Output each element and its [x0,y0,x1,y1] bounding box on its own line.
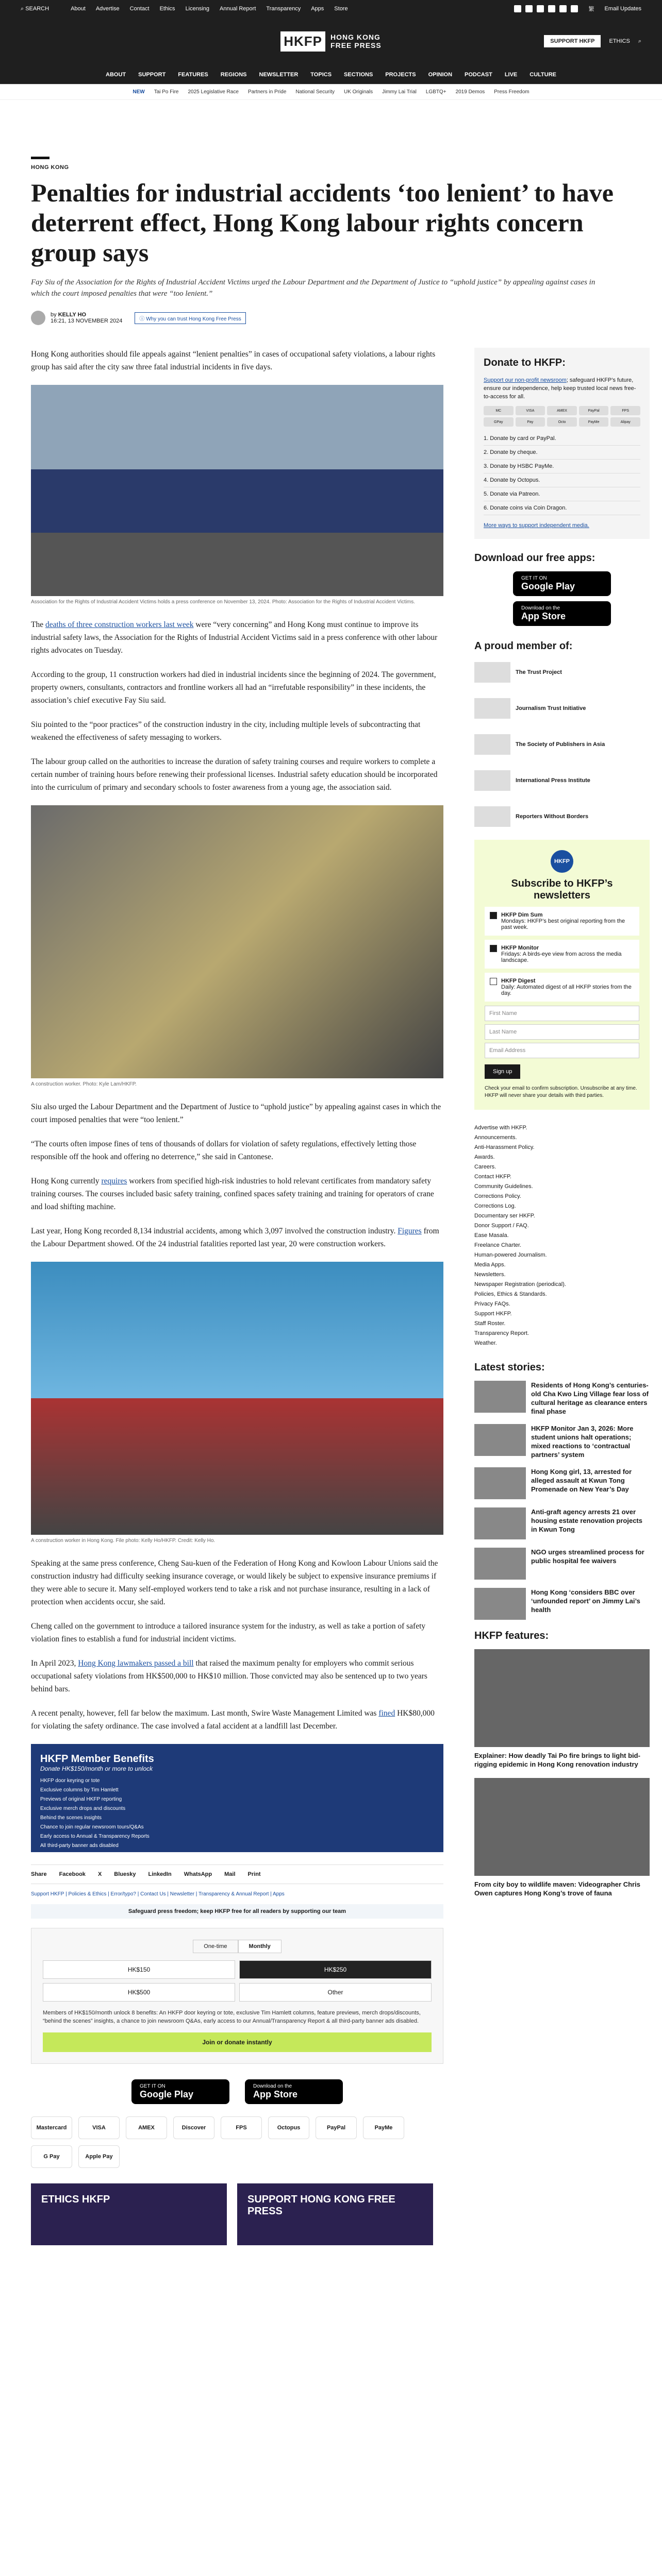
story-thumbnail [474,1507,526,1539]
story-item[interactable]: Hong Kong girl, 13, arrested for alleged assault at Kwun Tong Promenade on New Year’s Day [474,1467,650,1499]
utility-link-store[interactable]: Store [334,6,348,12]
benefits-list [40,1776,154,1851]
story-thumbnail [474,1467,526,1499]
photo-caption: Association for the Rights of Industrial Accident Victims holds a press conference on November 13, 2024. Photo: Association for the Rights of Industrial Accident Victims. [31,599,416,605]
main-nav [0,65,662,84]
inline-link[interactable]: fined [378,1709,395,1718]
ethics-promo[interactable]: ETHICS HKFP [31,2183,227,2245]
pay-icon: VISA [516,406,545,415]
sidebar-payment-icons [484,406,640,427]
frequency-toggle [43,1940,432,1953]
pay-icon: GPay [484,417,514,427]
publish-date: 16:21, 13 NOVEMBER 2024 [51,318,123,324]
donate-option[interactable]: 4. Donate by Octopus. [484,473,640,487]
inline-link[interactable]: deaths of three construction workers last week [45,620,194,629]
ticker-item[interactable]: LGBTQ+ [425,89,446,95]
payment-gpay-icon: G Pay [31,2145,72,2168]
inline-link[interactable]: Hong Kong lawmakers passed a bill [78,1659,194,1668]
logo-line1: HONG KONG [330,33,380,41]
feature-item[interactable]: Explainer: How deadly Tai Po fire brings to light bid-rigging epidemic in Hong Kong renovation industry [474,1649,650,1769]
sidebar [474,348,650,2245]
ipi-logo[interactable]: International Press Institute [474,768,650,793]
payment-mastercard-icon: Mastercard [31,2116,72,2139]
payment-applepay-icon: Apple Pay [78,2145,120,2168]
byline [31,311,631,325]
headline-rule [31,157,49,159]
story-item[interactable]: NGO urges streamlined process for public hospital fee waivers [474,1548,650,1580]
site-link[interactable]: Human-powered Journalism. [474,1252,547,1258]
site-link[interactable]: Corrections Policy. [474,1193,521,1199]
feature-item[interactable]: From city boy to wildlife maven: Videographer Chris Owen captures Hong Kong’s trove of fauna [474,1778,650,1897]
construction-worker-photo [31,805,443,1078]
site-link[interactable]: Support HKFP. [474,1311,512,1317]
payment-discover-icon: Discover [173,2116,214,2139]
benefit-item: Early access to Annual & Transparency Reports [40,1834,150,1839]
paragraph: A recent penalty, however, fell far below the maximum. Last month, Swire Waste Management Limited was fined HK$80,000 for violating the safety ordinance. The case involved a fatal accident at a landfill last December. [31,1709,435,1731]
utility-links [71,6,348,12]
inline-link[interactable]: requires [101,1177,127,1185]
amount-option[interactable]: Other [239,1983,432,2002]
ticker-item[interactable]: Tai Po Fire [154,89,179,95]
pay-icon: MC [484,406,514,415]
payment-visa-icon: VISA [78,2116,120,2139]
ticker-item[interactable]: 2019 Demos [455,89,485,95]
story-thumbnail [474,1588,526,1620]
author-prefix: by [51,312,57,318]
donate-option[interactable]: 5. Donate via Patreon. [484,487,640,501]
checkbox-checked[interactable] [490,945,497,952]
support-hkfp-button[interactable]: SUPPORT HKFP [544,35,601,47]
rsf-logo[interactable]: Reporters Without Borders [474,804,650,829]
site-link[interactable]: Ease Masala. [474,1232,509,1239]
share-x[interactable]: X [97,1871,102,1877]
share-mail[interactable]: Mail [224,1871,236,1877]
author-name[interactable]: KELLY HO [58,312,87,318]
donate-option[interactable]: 2. Donate by cheque. [484,446,640,460]
support-promo[interactable]: SUPPORT HONG KONG FREE PRESS [237,2183,433,2245]
article-footer-links: Support HKFP | Policies & Ethics | Error/typo? | Contact Us | Newsletter | Transparency & Annual Report | Apps [31,1891,285,1897]
instagram-icon[interactable] [537,5,544,12]
email-field[interactable]: Email Address [485,1043,639,1058]
paragraph: Hong Kong currently requires workers from specified high-risk industries to hold relevant certificates from mandatory safety training courses. The courses included basic safety training, confined spaces safety training and training for operators of crane and load shifting machine. [31,1177,434,1211]
story-item[interactable]: Hong Kong ‘considers BBC over ‘unfounded report’ on Jimmy Lai’s health [474,1588,650,1620]
story-item[interactable]: HKFP Monitor Jan 3, 2026: More student unions halt operations; mixed reactions to ‘contractual partners’ system [474,1424,650,1459]
paragraph: Siu pointed to the “poor practices” of the construction industry in the city, including multiple levels of subcontracting that weakened the effectiveness of safety messaging to workers. [31,720,421,742]
article-body [31,348,443,2245]
site-link[interactable]: Staff Roster. [474,1320,506,1327]
payment-amex-icon: AMEX [126,2116,167,2139]
newsletter-logo: HKFP [551,850,573,873]
site-link[interactable]: Newspaper Registration (periodical). [474,1281,566,1287]
features-title: HKFP features: [474,1630,549,1641]
section-label[interactable]: HONG KONG [31,164,69,171]
story-item[interactable]: Residents of Hong Kong’s centuries-old Cha Kwo Ling Village fear loss of cultural heritage as clearance enters final phase [474,1381,650,1416]
amount-option[interactable]: HK$150 [43,1960,235,1979]
language-toggle[interactable]: 繁 [588,6,594,12]
payment-octopus-icon: Octopus [268,2116,309,2139]
sidebar-app-buttons [474,571,650,626]
site-link[interactable]: Weather. [474,1340,497,1346]
donate-option[interactable]: 3. Donate by HSBC PayMe. [484,460,640,473]
payment-paypal-icon: PayPal [316,2116,357,2139]
paragraph: In April 2023, Hong Kong lawmakers passed a bill that raised the maximum penalty for employers who commit serious occupational safety violations from HK$500,000 to HK$10 million. Those convicted may also be sentenced up to two years behind bars. [31,1659,427,1693]
nav-opinion[interactable]: OPINION [428,71,453,78]
site-link[interactable]: Privacy FAQs. [474,1301,510,1307]
member-benefits-banner[interactable] [31,1744,443,1852]
search-icon[interactable]: ⌕ [638,38,641,44]
benefit-item: Previews of original HKFP reporting [40,1797,122,1802]
nav-about[interactable]: ABOUT [106,71,126,78]
newsletter-option[interactable]: HKFP Digest Daily: Automated digest of all HKFP stories from the day. [485,973,639,1002]
payment-fps-icon: FPS [221,2116,262,2139]
donate-box: Donate to HKFP: Support our non-profit newsroom; safeguard HKFP’s future, ensure our independence, help keep trusted local news free-to-access for all. MC VISA AMEX PayPal FPS GPay Pay Octo PayMe Alipay 1. Donate by card or PayPal. 2. Donate by cheque. 3. Donate by HSBC PayMe. 4. Donate by Octopus. 5. Donate via Patreon. 6. Donate coins via Coin Dragon. More ways to support independent media. [474,348,650,539]
apps-title: Download our free apps: [474,552,595,564]
search-button[interactable]: ⌕ SEARCH [21,5,49,12]
ethics-link[interactable]: ETHICS [609,38,630,44]
donate-options [484,432,640,515]
nav-projects[interactable]: PROJECTS [385,71,416,78]
utility-link-advertise[interactable]: Advertise [95,6,120,12]
newsletter-option[interactable]: HKFP Dim Sum Mondays: HKFP’s best original reporting from the past week. [485,907,639,936]
nav-features[interactable]: FEATURES [178,71,208,78]
one-time-tab[interactable]: One-time [193,1940,238,1953]
masthead [0,18,662,65]
site-link[interactable]: Advertise with HKFP. [474,1125,527,1131]
sopa-logo[interactable]: The Society of Publishers in Asia [474,732,650,757]
member-title: A proud member of: [474,640,573,652]
checkbox-checked[interactable] [490,912,497,919]
share-facebook[interactable]: Facebook [59,1871,86,1877]
more-ways-link[interactable]: More ways to support independent media. [484,522,589,529]
nav-sections[interactable]: SECTIONS [344,71,373,78]
x-icon[interactable] [525,5,533,12]
paragraph: Hong Kong authorities should file appeals against “lenient penalties” in cases of occupational safety violations, a labour rights group has said after the city saw three fatal industrial incidents in five days. [31,350,436,371]
share-label: Share [31,1871,47,1877]
site-link[interactable]: Anti-Harassment Policy. [474,1144,535,1150]
ticker-item[interactable]: 2025 Legislative Race [188,89,239,95]
donation-widget [31,1928,443,2064]
donate-option[interactable]: 1. Donate by card or PayPal. [484,432,640,446]
hkfp-logo[interactable] [280,31,381,52]
pay-icon: Alipay [610,417,640,427]
paragraph: “The courts often impose fines of tens of thousands of dollars for violation of safety regulations, effectively letting those responsible off the hook and offering no deterrence,” she said in Cantonese. [31,1140,417,1161]
pay-icon: PayPal [579,406,609,415]
nav-podcast[interactable]: PODCAST [465,71,492,78]
promo-banners [31,2183,443,2245]
payment-methods [31,2116,443,2168]
site-link[interactable]: Careers. [474,1164,496,1170]
share-bar [31,1865,443,1884]
nav-support[interactable]: SUPPORT [138,71,166,78]
story-thumbnail [474,1381,526,1413]
payment-payme-icon: PayMe [363,2116,404,2139]
pay-icon: AMEX [547,406,577,415]
story-thumbnail [474,1424,526,1456]
trending-ticker [0,84,662,100]
paragraph: Cheng called on the government to introduce a tailored insurance system for the industry, as well as take a portion of safety violation fines to establish a fund for industrial incident victims. [31,1622,426,1643]
join-donate-button[interactable]: Join or donate instantly [43,2032,432,2052]
first-name-field[interactable]: First Name [485,1006,639,1021]
share-print[interactable]: Print [247,1871,261,1877]
site-link[interactable]: Media Apps. [474,1262,506,1268]
benefit-item: Exclusive merch drops and discounts [40,1806,126,1811]
pay-icon: PayMe [579,417,609,427]
amount-options [43,1960,432,2002]
site-link[interactable]: Policies, Ethics & Standards. [474,1291,547,1297]
latest-title: Latest stories: [474,1362,545,1373]
app-download-row [31,2079,443,2104]
feature-image [474,1649,650,1747]
utility-link-annual-report[interactable]: Annual Report [220,6,256,12]
utility-link-licensing[interactable]: Licensing [185,6,210,12]
logo-box: HKFP [280,31,325,52]
benefit-item: HKFP door keyring or tote [40,1778,100,1784]
paragraph: According to the group, 11 construction workers had died in industrial incidents since the beginning of 2024. The government, property owners, consultants, contractors and frontline workers all had an “irrefutable responsibility” in these incidents, the association’s chief executive Fay Siu said. [31,670,436,705]
paragraph: The deaths of three construction workers last week were “very concerning” and Hong Kong must continue to improve its industrial safety laws, the Association for the Rights of Industrial Accident Victims said in a press conference with other labour rights advocates on Tuesday. [31,620,438,655]
footer-link[interactable]: Error/typo? [110,1891,136,1897]
mail-icon[interactable] [559,5,567,12]
support-banner[interactable]: Safeguard press freedom; keep HKFP free for all readers by supporting our team [31,1904,443,1919]
app-store-button[interactable]: Download on the App Store [245,2079,343,2104]
utility-link-about[interactable]: About [71,6,86,12]
pay-icon: FPS [610,406,640,415]
ticker-item[interactable]: Partners in Pride [247,89,287,95]
share-whatsapp[interactable]: WhatsApp [184,1871,212,1877]
logo-line2: FREE PRESS [330,41,382,49]
newsletter-title: Subscribe to HKFP’s newsletters [511,878,613,901]
nav-newsletter[interactable]: NEWSLETTER [259,71,299,78]
nav-regions[interactable]: REGIONS [220,71,247,78]
article-lede: Fay Siu of the Association for the Rights of Industrial Accident Victims urged the Labour Department and the Department of Justice to “uphold justice” by appealing against cases in which the court imposed penalties that were “too lenient.” [31,278,595,298]
site-link[interactable]: Corrections Log. [474,1203,516,1209]
footer-link[interactable]: Newsletter [170,1891,195,1897]
social-icons [514,5,578,12]
benefit-item: All third-party banner ads disabled [40,1843,119,1849]
headline: Penalties for industrial accidents ‘too lenient’ to have deterrent effect, Hong Kong labour rights concern group says [31,178,614,267]
photo-caption: A construction worker in Hong Kong. File photo: Kelly Ho/HKFP. Credit: Kelly Ho. [31,1538,216,1544]
site-link[interactable]: Community Guidelines. [474,1183,533,1190]
checkbox[interactable] [490,978,497,985]
utility-link-contact[interactable]: Contact [129,6,150,12]
paragraph: The labour group called on the authorities to increase the duration of safety training courses and require workers to complete a certain number of training hours before renewing their professional licenses. Industrial safety education should be incorporated into the curriculum of primary and secondary schools to foster awareness from a young age, the association said. [31,757,438,792]
jti-logo[interactable]: Journalism Trust Initiative [474,696,650,721]
ticker-new-label: NEW [133,89,145,95]
ticker-item[interactable]: Jimmy Lai Trial [382,89,417,95]
donate-option[interactable]: 6. Donate coins via Coin Dragon. [484,501,640,515]
paragraph: Speaking at the same press conference, Cheng Sau-kuen of the Federation of Hong Kong and Kowloon Labour Unions said the construction industry had difficulty seeking insurance coverage, or would likely be subject to expensive insurance premiums if they were able to secure it. Many self-employed workers tend to take a risk and not purchase insurance, resulting in a lack of protection when accidents occur, she said. [31,1559,438,1606]
benefit-item: Behind the scenes insights [40,1815,102,1821]
ticker-item[interactable]: UK Originals [343,89,373,95]
donate-title: Donate to HKFP: [484,357,566,368]
share-linkedin[interactable]: LinkedIn [148,1871,172,1877]
ticker-item[interactable]: National Security [295,89,335,95]
rss-icon[interactable] [571,5,578,12]
facebook-icon[interactable] [514,5,521,12]
newsletter-note: Check your email to confirm subscription. Unsubscribe at any time. HKFP will never share your details with third parties. [485,1086,637,1098]
construction-site-photo [31,1262,443,1535]
donate-link[interactable]: Support our non-profit newsroom [484,377,567,383]
story-thumbnail [474,1548,526,1580]
site-link[interactable]: Contact HKFP. [474,1174,511,1180]
benefits-subtitle: Donate HK$150/month or more to unlock [40,1765,153,1772]
pay-icon: Pay [516,417,545,427]
sidebar-google-play-button[interactable]: GET IT ON Google Play [513,571,611,596]
site-links [474,1123,650,1348]
sidebar-app-store-button[interactable]: Download on the App Store [513,601,611,626]
donation-note: Members of HK$150/month unlock 8 benefits: An HKFP door keyring or tote, exclusive Tim Hamlett columns, feature previews, merch drops/discounts, “behind the scenes” insights, a chance to join newsroom Q&As, early access to our Annual/Transparency Report & all third-party banner ads disabled. [43,2010,421,2024]
pay-icon: Octo [547,417,577,427]
last-name-field[interactable]: Last Name [485,1024,639,1040]
site-link[interactable]: Announcements. [474,1134,517,1141]
amount-option-selected[interactable]: HK$250 [239,1960,432,1979]
top-utility-bar [0,0,662,18]
site-link[interactable]: Freelance Charter. [474,1242,522,1248]
press-conference-photo [31,385,443,596]
member-logos [474,659,650,829]
footer-link[interactable]: Transparency & Annual Report [198,1891,269,1897]
site-link[interactable]: Documentary ser HKFP. [474,1213,535,1219]
benefit-item: Chance to join regular newsroom tours/Q&As [40,1824,144,1830]
inline-link[interactable]: Figures [398,1227,422,1235]
paragraph: Last year, Hong Kong recorded 8,134 industrial accidents, among which 3,097 involved the construction industry. Figures from the Labour Department showed. Of the 24 industrial fatalities reported last year, 20 were construction workers. [31,1227,439,1248]
utility-link-apps[interactable]: Apps [311,6,324,12]
newsletter-signup [474,840,650,1110]
site-link[interactable]: Transparency Report. [474,1330,529,1336]
footer-link[interactable]: Support HKFP [31,1891,64,1897]
youtube-icon[interactable] [548,5,555,12]
newsletter-option[interactable]: HKFP Monitor Fridays: A birds-eye view from across the media landscape. [485,940,639,969]
site-link[interactable]: Awards. [474,1154,495,1160]
site-link[interactable]: Newsletters. [474,1272,506,1278]
nav-topics[interactable]: TOPICS [310,71,332,78]
site-link[interactable]: Donor Support / FAQ. [474,1223,529,1229]
ticker-item[interactable]: Press Freedom [494,89,529,95]
story-item[interactable]: Anti-graft agency arrests 21 over housing estate renovation projects in Kwun Tong [474,1507,650,1539]
amount-option[interactable]: HK$500 [43,1983,235,2002]
share-bluesky[interactable]: Bluesky [114,1871,136,1877]
footer-link[interactable]: Apps [273,1891,285,1897]
benefit-item: Exclusive columns by Tim Hamlett [40,1787,119,1793]
email-updates-link[interactable]: Email Updates [604,6,641,12]
footer-link[interactable]: Policies & Ethics [68,1891,107,1897]
signup-button[interactable]: Sign up [485,1064,520,1079]
benefits-title: HKFP Member Benefits [40,1753,154,1765]
footer-link[interactable]: Contact Us [140,1891,166,1897]
author-avatar [31,311,45,325]
feature-image [474,1778,650,1876]
trust-badge[interactable]: ⓘ Why you can trust Hong Kong Free Press [135,312,245,324]
utility-link-transparency[interactable]: Transparency [266,6,301,12]
utility-link-ethics[interactable]: Ethics [159,6,175,12]
paragraph: Siu also urged the Labour Department and the Department of Justice to “uphold justice” by appealing against cases in which the court imposed penalties that were “too lenient.” [31,1103,441,1124]
trust-project-logo[interactable]: The Trust Project [474,659,650,685]
nav-live[interactable]: LIVE [504,71,518,78]
monthly-tab[interactable]: Monthly [238,1940,282,1953]
nav-culture[interactable]: CULTURE [529,71,556,78]
photo-caption: A construction worker. Photo: Kyle Lam/HKFP. [31,1081,137,1087]
latest-stories [474,1381,650,1620]
google-play-button[interactable]: GET IT ON Google Play [131,2079,229,2104]
